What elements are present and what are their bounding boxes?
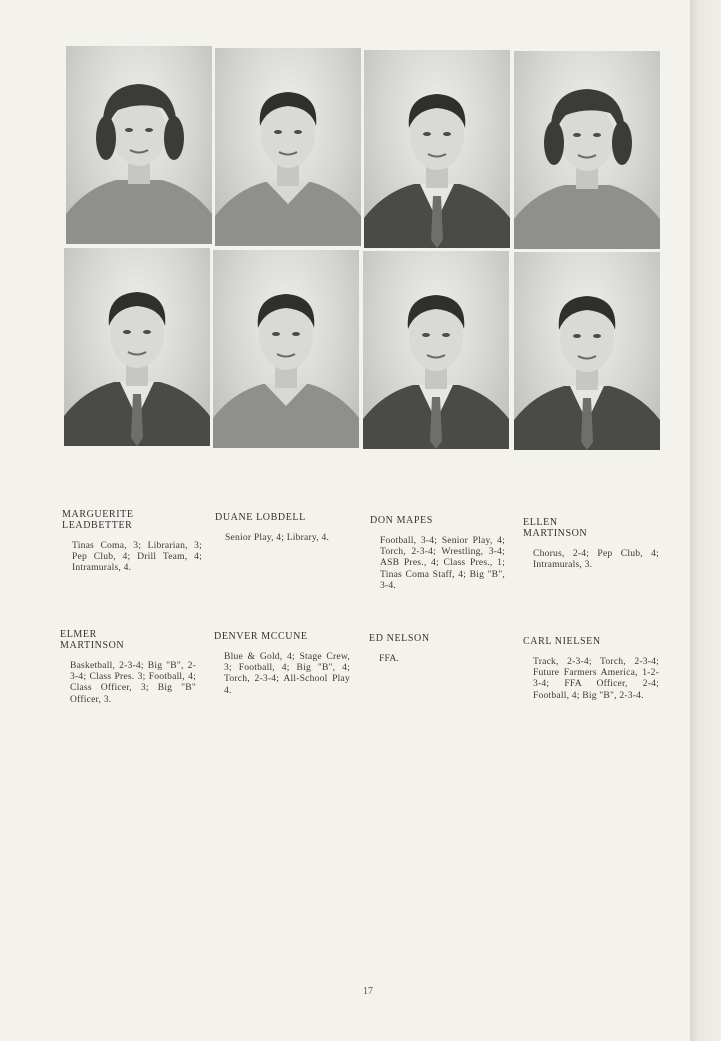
student-entry	[370, 515, 505, 591]
necktie-shape	[431, 196, 443, 248]
eye-shape	[422, 333, 430, 337]
student-name: ED NELSON	[369, 633, 430, 644]
student-name: DON MAPES	[370, 515, 433, 526]
eye-shape	[573, 334, 581, 338]
eye-shape	[593, 133, 601, 137]
necktie-shape	[131, 394, 143, 446]
portrait-image	[215, 48, 361, 246]
student-activities: Track, 2-3-4; Torch, 2-3-4; Future Farmers America, 1-2-3-4; FFA Officer, 2-4; Football, 4; Big "B", 2-3-4.	[533, 656, 659, 701]
eye-shape	[442, 333, 450, 337]
portrait-photo	[363, 251, 509, 449]
portrait-grid	[64, 46, 660, 452]
student-name: DUANE LOBDELL	[215, 512, 306, 523]
eye-shape	[272, 332, 280, 336]
eye-shape	[145, 128, 153, 132]
student-activities: Basketball, 2-3-4; Big "B", 2-3-4; Class Pres. 3; Football, 4; Class Officer, 3; Big "B" Officer, 3.	[70, 660, 196, 705]
portrait-photo	[514, 51, 660, 249]
portrait-image	[514, 51, 660, 249]
portrait-image	[364, 50, 510, 248]
shoulders-shape	[514, 185, 660, 249]
student-entry	[523, 517, 659, 570]
student-entry	[369, 633, 504, 664]
portrait-photo	[64, 248, 210, 446]
student-entry	[215, 512, 351, 543]
eye-shape	[143, 330, 151, 334]
student-name: ELMER MARTINSON	[60, 629, 125, 651]
student-entry	[523, 636, 659, 701]
eye-shape	[125, 128, 133, 132]
portrait-image	[213, 250, 359, 448]
portrait-photo	[215, 48, 361, 246]
student-entry	[214, 631, 350, 696]
student-activities: Football, 3-4; Senior Play, 4; Torch, 2-3-4; Wrestling, 3-4; ASB Pres., 4; Class Pres., 1; Tinas Coma Staff, 4; Big "B", 3-4.	[380, 535, 505, 591]
eye-shape	[443, 132, 451, 136]
eye-shape	[274, 130, 282, 134]
eye-shape	[292, 332, 300, 336]
student-name: CARL NIELSEN	[523, 636, 601, 647]
eye-shape	[123, 330, 131, 334]
eye-shape	[294, 130, 302, 134]
student-entry	[60, 629, 196, 705]
student-name: ELLEN MARTINSON	[523, 517, 588, 539]
student-activities: Chorus, 2-4; Pep Club, 4; Intramurals, 3.	[533, 548, 659, 571]
hair-curl-shape	[544, 121, 564, 165]
hair-curl-shape	[612, 121, 632, 165]
hair-curl-shape	[164, 116, 184, 160]
eye-shape	[593, 334, 601, 338]
portrait-image	[363, 251, 509, 449]
portrait-photo	[514, 252, 660, 450]
student-name: MARGUERITE LEADBETTER	[62, 509, 134, 531]
eye-shape	[573, 133, 581, 137]
student-entry	[62, 509, 202, 574]
portrait-photo	[66, 46, 212, 244]
student-activities: Senior Play, 4; Library, 4.	[225, 532, 330, 543]
shoulders-shape	[66, 180, 212, 244]
portrait-image	[66, 46, 212, 244]
portrait-image	[514, 252, 660, 450]
eye-shape	[423, 132, 431, 136]
student-activities: Blue & Gold, 4; Stage Crew, 3; Football, 4; Big "B", 4; Torch, 2-3-4; All-School Play 4.	[224, 651, 350, 696]
portrait-image	[64, 248, 210, 446]
portrait-photo	[213, 250, 359, 448]
page-edge	[690, 0, 721, 1041]
student-name: DENVER MCCUNE	[214, 631, 308, 642]
page-number: 17	[363, 986, 373, 997]
necktie-shape	[581, 398, 593, 450]
necktie-shape	[430, 397, 442, 449]
student-activities: Tinas Coma, 3; Librarian, 3; Pep Club, 4; Drill Team, 4; Intramurals, 4.	[72, 540, 202, 574]
portrait-photo	[364, 50, 510, 248]
student-activities: FFA.	[379, 653, 400, 664]
hair-curl-shape	[96, 116, 116, 160]
